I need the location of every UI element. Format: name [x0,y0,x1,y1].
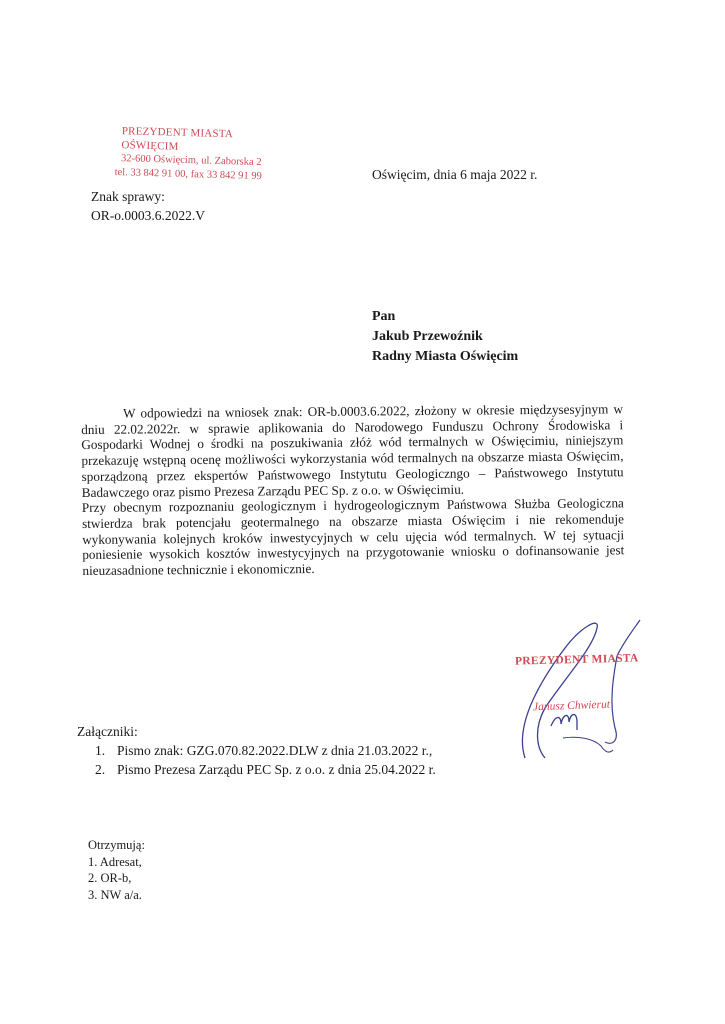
stamp-phone: tel. 33 842 91 00, fax 33 842 91 99 [114,166,263,183]
recipient-salutation: Pan [372,309,396,324]
recipient-block [372,307,518,367]
letter-body [81,401,624,578]
attachment-text: Pismo Prezesa Zarządu PEC Sp. z o.o. z dnia 25.04.2022 r. [117,762,436,777]
place-date: Oświęcim, dnia 6 maja 2022 r. [372,167,538,182]
attachment-item [77,760,436,779]
attachments-section [77,722,436,779]
recipient-name: Jakub Przewoźnik [372,329,483,344]
attachment-number: 2. [95,762,106,777]
case-reference [91,187,205,225]
attachment-number: 1. [95,743,106,758]
attachments-label: Załączniki: [77,724,138,739]
case-number: OR-o.0003.6.2022.V [91,208,205,223]
office-stamp [114,124,290,185]
recipient-title: Radny Miasta Oświęcim [372,349,519,364]
attachment-item [77,741,436,760]
signature-stamp-title: PREZYDENT MIASTA [514,652,639,668]
body-paragraph-1: W odpowiedzi na wniosek znak: OR-b.0003.6.2022, złożony w okresie międzysesyjnym w dniu 22.02.2022r. w sprawie aplikowania do Narodowego Funduszu Ochrony Środowiska i Gospodarki Wodnej o środki na poszukiwania złóż wód termalnych w Oświęcimiu, niniejszym przekazuję wstępną ocenę możliwości wykorzystania wód termalnych na obszarze miasta Oświęcim, sporządzoną przez ekspertów Państwowego Instytutu Geologiczngo – Państwowego Instytutu Badawczego oraz pismo Prezesa Zarządu PEC Sp. z o.o. w Oświęcimiu. [81,401,624,500]
stamp-address: 32-600 Oświęcim, ul. Zaborska 2 [120,153,262,169]
receiver-item: 1. Adresat, [88,854,142,869]
attachments-list [77,741,436,779]
receivers-section [88,837,145,903]
body-paragraph-2: Przy obecnym rozpoznaniu geologicznym i hydrogeologicznym Państwowa Służba Geologiczna stwierdza brak potencjału geotermalnego na obszarze miasta Oświęcim i nie rekomenduje wykonywania kolejnych kroków inwestycyjnych w celu ujęcia wód termalnych. W tej sytuacji poniesienie wysokich kosztów inwestycyjnych na przygotowanie wniosku o dofinansowanie jest nieuzasadnione technicznie i ekonomicznie. [81,495,625,579]
stamp-title: PREZYDENT MIASTA OŚWIĘCIM [121,125,233,153]
signature-block [505,608,655,768]
receiver-item: 3. NW a/a. [88,887,142,902]
handwritten-signature [505,608,655,768]
signature-stamp-name: Janusz Chwierut [532,698,611,714]
attachment-text: Pismo znak: GZG.070.82.2022.DLW z dnia 21.03.2022 r., [117,743,433,758]
case-label: Znak sprawy: [91,189,165,204]
receivers-label: Otrzymują: [88,838,145,852]
receivers-list [88,854,145,904]
receiver-item: 2. OR-b, [88,871,132,885]
